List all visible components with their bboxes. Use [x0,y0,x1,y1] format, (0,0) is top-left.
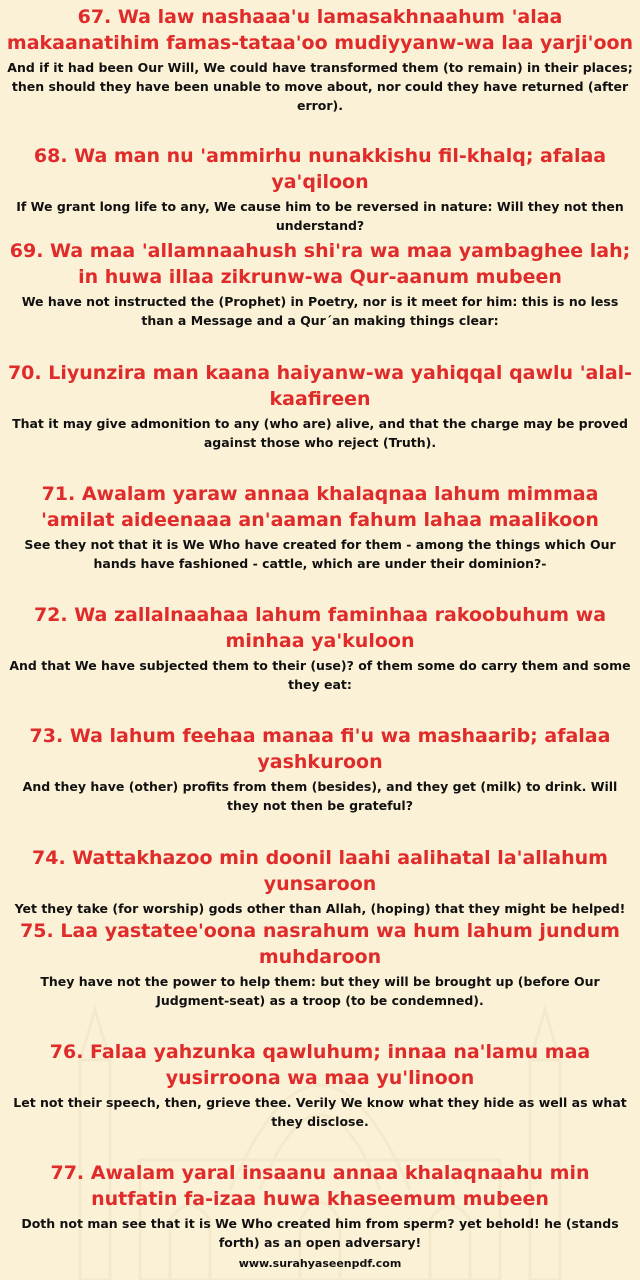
verse-71 [6,481,634,573]
verse-translation: They have not the power to help them: but they will be brought up (before Our Judgment-seat) as a troop (to be condemned). [40,974,600,1008]
verse-72 [6,602,634,694]
verse-translation: And if it had been Our Will, We could have transformed them (to remain) in their places; then should they have been unable to move about, nor could they have returned (after error). [7,60,633,113]
verse-translation: Yet they take (for worship) gods other than Allah, (hoping) that they might be helped! [14,901,626,916]
verse-title: 69. Wa maa 'allamnaahush shi'ra wa maa yambaghee lah; in huwa illaa zikrunw-wa Qur-aanum mubeen [9,240,631,288]
verse-title: 71. Awalam yaraw annaa khalaqnaa lahum mimmaa 'amilat aideenaaa an'aaman fahum lahaa maalikoon [41,483,599,531]
verse-title: 73. Wa lahum feehaa manaa fi'u wa mashaarib; afalaa yashkuroon [29,725,611,773]
verse-title: 68. Wa man nu 'ammirhu nunakkishu fil-khalq; afalaa ya'qiloon [33,145,607,193]
verse-title: 72. Wa zallalnaahaa lahum faminhaa rakoobuhum wa minhaa ya'kuloon [33,604,607,652]
verse-title: 70. Liyunzira man kaana haiyanw-wa yahiqqal qawlu 'alal-kaafireen [7,362,633,410]
verse-70 [6,360,634,452]
verse-title: 77. Awalam yaral insaanu annaa khalaqnaahu min nutfatin fa-izaa huwa khaseemum mubeen [50,1162,590,1210]
website-footer: www.surahyaseenpdf.com [238,1257,402,1270]
verse-translation: That it may give admonition to any (who are) alive, and that the charge may be proved against those who reject (Truth). [12,416,628,450]
verse-translation: Doth not man see that it is We Who created him from sperm? yet behold! he (stands forth) as an open adversary! [21,1216,619,1250]
verse-68 [6,143,634,235]
verse-67 [6,4,634,115]
verse-74 [6,845,634,918]
verse-title: 75. Laa yastatee'oona nasrahum wa hum lahum jundum muhdaroon [20,920,620,968]
verse-title: 74. Wattakhazoo min doonil laahi aalihatal la'allahum yunsaroon [32,847,608,895]
verse-75 [6,918,634,1010]
verse-title: 67. Wa law nashaaa'u lamasakhnaahum 'alaa makaanatihim famas-tataa'oo mudiyyanw-wa laa yarji'oon [6,6,634,54]
verse-69 [6,238,634,330]
verse-76 [6,1039,634,1131]
verse-77 [6,1160,634,1252]
verse-translation: Let not their speech, then, grieve thee. Verily We know what they hide as well as what they disclose. [13,1095,627,1129]
verse-title: 76. Falaa yahzunka qawluhum; innaa na'lamu maa yusirroona wa maa yu'linoon [49,1041,591,1089]
verse-translation: If We grant long life to any, We cause him to be reversed in nature: Will they not then understand? [16,199,624,233]
verse-73 [6,723,634,815]
verse-translation: And they have (other) profits from them (besides), and they get (milk) to drink. Will they not then be grateful? [22,779,618,813]
verse-translation: See they not that it is We Who have created for them - among the things which Our hands have fashioned - cattle, which are under their dominion?- [24,537,616,571]
verse-translation: And that We have subjected them to their (use)? of them some do carry them and some they eat: [9,658,631,692]
verse-translation: We have not instructed the (Prophet) in Poetry, nor is it meet for him: this is no less than a Message and a Qur´an making things clear: [21,294,619,328]
